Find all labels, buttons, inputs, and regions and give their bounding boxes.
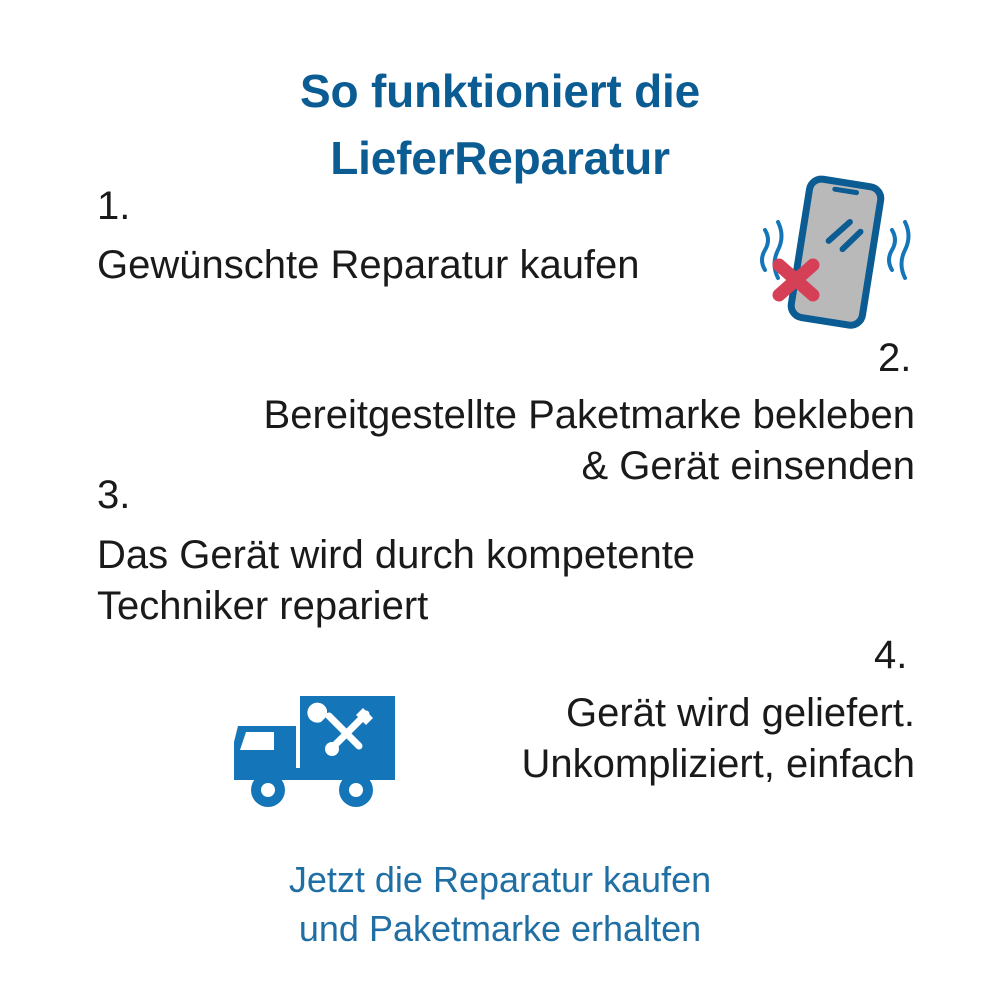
step-text-3 xyxy=(97,530,695,632)
cta-line-1[interactable]: Jetzt die Reparatur kaufen xyxy=(288,859,712,900)
step-text-1 xyxy=(97,240,640,291)
title-line-2: LieferReparatur xyxy=(330,131,670,184)
step-2-line-1: Bereitgestellte Paketmarke bekleben xyxy=(263,393,915,437)
cracked-phone-icon xyxy=(745,170,925,345)
step-2-line-2: & Gerät einsenden xyxy=(581,443,915,488)
title-line-1: So funktioniert die xyxy=(300,65,700,117)
step-4-line-2: Unkompliziert, einfach xyxy=(521,741,915,786)
step-number-2: 2. xyxy=(878,336,912,380)
step-number-3: 3. xyxy=(97,473,131,517)
step-4-line-1: Gerät wird geliefert. xyxy=(565,691,915,735)
cta-text[interactable] xyxy=(0,856,1000,953)
step-text-4 xyxy=(522,688,916,790)
step-3-line-1: Das Gerät wird durch kompetente xyxy=(97,533,696,577)
step-number-1: 1. xyxy=(97,184,131,228)
delivery-truck-repair-icon xyxy=(228,690,403,815)
cta-line-2[interactable]: und Paketmarke erhalten xyxy=(298,907,702,949)
step-1-line-1: Gewünschte Reparatur kaufen xyxy=(97,243,640,287)
step-3-line-2: Techniker repariert xyxy=(97,583,429,628)
step-text-2 xyxy=(264,390,915,492)
step-number-4: 4. xyxy=(874,633,908,677)
